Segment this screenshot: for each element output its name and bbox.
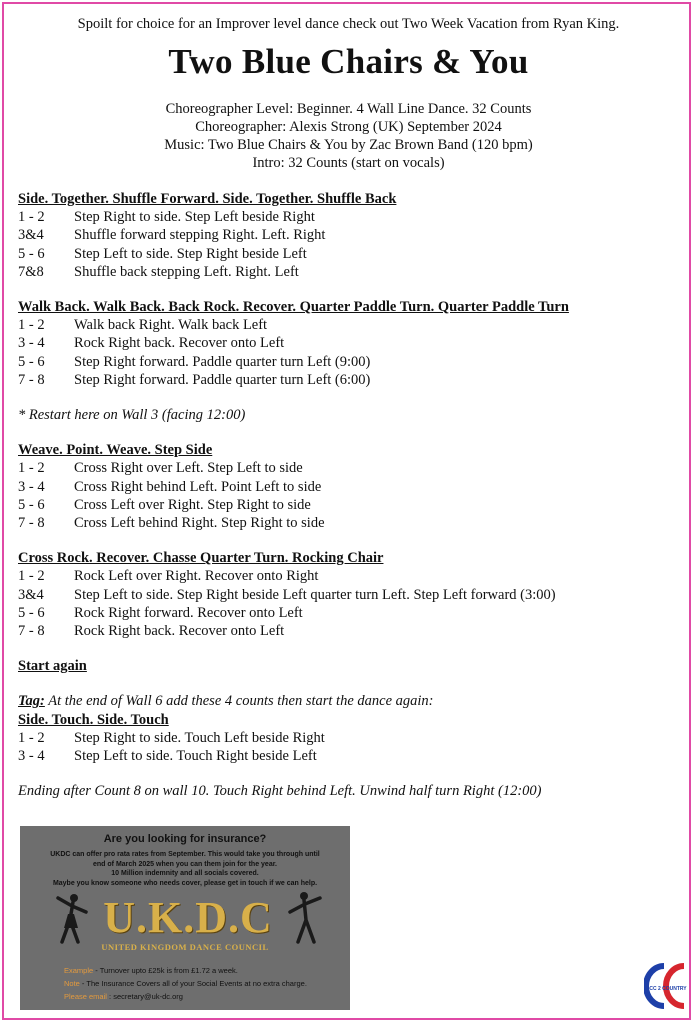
- insurance-body: [26, 850, 344, 888]
- step-desc: Step Left to side. Step Right beside Left quarter turn Left. Step Left forward (3:00): [74, 586, 556, 603]
- meta-music: Music: Two Blue Chairs & You by Zac Brown Band (120 bpm): [164, 137, 533, 153]
- step-count: 3&4: [18, 227, 44, 244]
- detail-value: - Turnover upto £25k is from £1.72 a week.: [93, 966, 238, 975]
- step-count: 7&8: [18, 263, 44, 280]
- tag-title: Side. Touch. Side. Touch: [18, 711, 169, 728]
- step-desc: Cross Left over Right. Step Right to side: [74, 496, 311, 513]
- step-row: [18, 371, 678, 389]
- step-row: [18, 208, 678, 226]
- step-row: [18, 514, 678, 532]
- section-title: Side. Together. Shuffle Forward. Side. Together. Shuffle Back: [18, 191, 397, 207]
- step-row: [18, 478, 678, 496]
- step-count: 7 - 8: [18, 371, 45, 388]
- insurance-details: [64, 964, 344, 1003]
- step-count: 5 - 6: [18, 353, 45, 370]
- meta-choreographer: Choreographer: Alexis Strong (UK) September 2024: [195, 119, 502, 135]
- step-row: [18, 334, 678, 352]
- step-count: 1 - 2: [18, 317, 45, 334]
- ukdc-logo: U.K.D.C: [103, 893, 273, 942]
- insurance-detail-row: [64, 964, 344, 977]
- step-count: 5 - 6: [18, 496, 45, 513]
- step-row: [18, 459, 678, 477]
- meta-intro: Intro: 32 Counts (start on vocals): [252, 155, 445, 171]
- insurance-title: Are you looking for insurance?: [103, 833, 267, 845]
- cc-country-logo-icon: [644, 960, 692, 1012]
- cc-logo-caption: CC 2 COUNTRY: [649, 986, 687, 992]
- insurance-body-line: UKDC can offer pro rata rates from September. This would take you through until: [50, 851, 320, 858]
- step-count: 7 - 8: [18, 623, 45, 640]
- step-count: 3 - 4: [18, 478, 45, 495]
- step-row: [18, 496, 678, 514]
- meta-level: Choreographer Level: Beginner. 4 Wall Line Dance. 32 Counts: [165, 101, 532, 117]
- section-title: Weave. Point. Weave. Step Side: [18, 442, 213, 459]
- insurance-body-line: 10 Million indemnity and all socials covered.: [111, 870, 259, 877]
- step-desc: Step Right forward. Paddle quarter turn Left (9:00): [74, 353, 371, 370]
- step-row: [18, 226, 678, 244]
- step-desc: Cross Left behind Right. Step Right to side: [74, 515, 325, 532]
- start-again: Start again: [18, 658, 87, 675]
- tag-text: At the end of Wall 6 add these 4 counts then start the dance again:: [44, 693, 434, 710]
- insurance-detail-row: [64, 990, 344, 1003]
- step-desc: Cross Right behind Left. Point Left to side: [74, 478, 322, 495]
- step-count: 7 - 8: [18, 515, 45, 532]
- step-count: 3 - 4: [18, 748, 45, 765]
- detail-value: - The Insurance Covers all of your Social Events at no extra charge.: [79, 979, 307, 988]
- section-title: Walk Back. Walk Back. Back Rock. Recover. Quarter Paddle Turn. Quarter Paddle Turn: [18, 299, 569, 316]
- step-row: [18, 604, 678, 622]
- step-desc: Walk back Right. Walk back Left: [74, 317, 268, 334]
- insurance-detail-row: [64, 977, 344, 990]
- step-desc: Step Right to side. Step Left beside Right: [74, 209, 315, 226]
- dance-title: Two Blue Chairs & You: [168, 42, 529, 81]
- step-count: 1 - 2: [18, 209, 45, 226]
- step-count: 1 - 2: [18, 568, 45, 585]
- step-count: 3 - 4: [18, 335, 45, 352]
- step-row: [18, 353, 678, 371]
- step-row: [18, 729, 678, 747]
- restart-note: * Restart here on Wall 3 (facing 12:00): [18, 407, 246, 424]
- step-desc: Cross Right over Left. Step Left to side: [74, 460, 303, 477]
- page-frame: [2, 2, 691, 1020]
- step-desc: Rock Right back. Recover onto Left: [74, 623, 285, 640]
- step-row: [18, 622, 678, 640]
- step-sheet: [18, 190, 678, 800]
- step-count: 1 - 2: [18, 460, 45, 477]
- step-desc: Rock Right forward. Recover onto Left: [74, 604, 303, 621]
- tag-line: [18, 692, 678, 710]
- step-desc: Step Right to side. Touch Left beside Right: [74, 729, 325, 746]
- ending-note: Ending after Count 8 on wall 10. Touch Right behind Left. Unwind half turn Right (12:00): [18, 783, 542, 800]
- step-row: [18, 316, 678, 334]
- step-row: [18, 747, 678, 765]
- insurance-body-line: Maybe you know someone who needs cover, please get in touch if we can help.: [52, 879, 318, 887]
- detail-key: Example: [64, 966, 94, 975]
- step-count: 5 - 6: [18, 604, 45, 621]
- insurance-panel: [20, 826, 350, 1010]
- step-desc: Shuffle back stepping Left. Right. Left: [74, 263, 299, 280]
- detail-value: : secretary@uk-dc.org: [106, 992, 183, 1001]
- tag-label: Tag:: [18, 693, 45, 710]
- step-count: 1 - 2: [18, 729, 45, 746]
- insurance-body-line: end of March 2025 when you can them join for the year.: [93, 860, 277, 868]
- step-desc: Step Right forward. Paddle quarter turn Left (6:00): [74, 371, 371, 388]
- step-row: [18, 263, 678, 281]
- step-count: 5 - 6: [18, 245, 45, 262]
- step-desc: Rock Right back. Recover onto Left: [74, 335, 285, 352]
- ukdc-subtitle: UNITED KINGDOM DANCE COUNCIL: [101, 942, 269, 952]
- intro-line: Spoilt for choice for an Improver level dance check out Two Week Vacation from Ryan King.: [77, 16, 620, 32]
- step-desc: Step Left to side. Step Right beside Left: [74, 245, 307, 262]
- step-row: [18, 567, 678, 585]
- step-count: 3&4: [18, 586, 44, 603]
- detail-key: Please email: [64, 992, 107, 1001]
- step-desc: Rock Left over Right. Recover onto Right: [74, 568, 319, 585]
- step-desc: Shuffle forward stepping Right. Left. Right: [74, 227, 326, 244]
- step-row: [18, 586, 678, 604]
- section-title: Cross Rock. Recover. Chasse Quarter Turn. Rocking Chair: [18, 550, 384, 567]
- detail-key: Note: [64, 979, 80, 988]
- step-desc: Step Left to side. Touch Right beside Left: [74, 748, 317, 765]
- dance-meta: [4, 100, 693, 172]
- step-row: [18, 245, 678, 263]
